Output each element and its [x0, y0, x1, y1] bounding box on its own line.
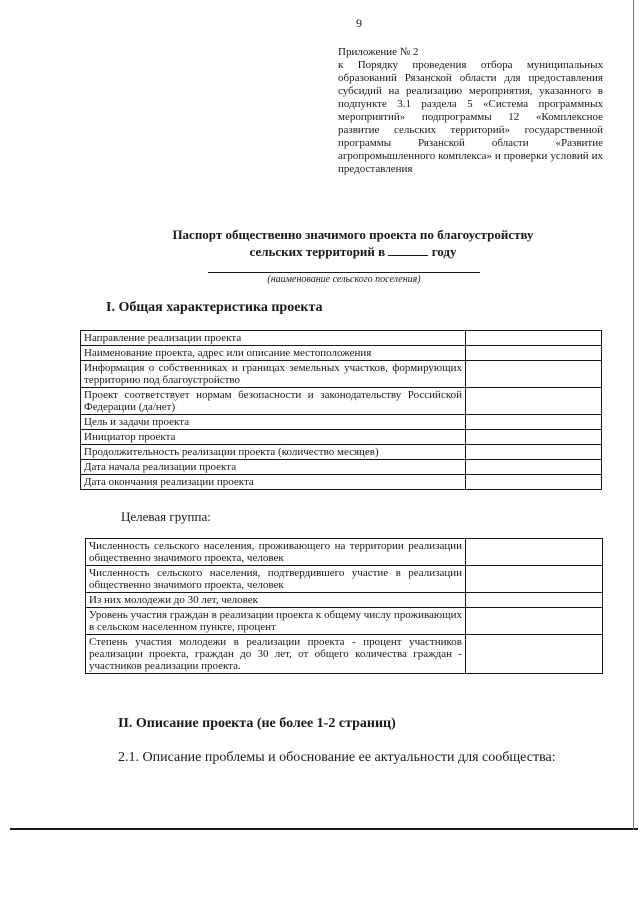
- table-row: [81, 346, 602, 361]
- row-label: Дата окончания реализации проекта: [81, 475, 466, 490]
- target-group-label: Целевая группа:: [121, 509, 211, 524]
- row-value-cell: [466, 608, 603, 635]
- row-value-cell: [466, 346, 602, 361]
- document-title: [88, 226, 618, 260]
- row-label: Продолжительность реализации проекта (количество месяцев): [81, 445, 466, 460]
- annex-text: к Порядку проведения отбора муниципальных образований Рязанской области для предоставления субсидий на реализацию мероприятия, указанного в подпункте 3.1 раздела 5 «Система программных мероприятий» подпрограммы 12 «Комплексное развитие сельских территорий» государственной программы Рязанской области «Развитие агропромышленного комплекса» и проверки условий их предоставления: [338, 59, 603, 175]
- scan-right-edge: [633, 0, 634, 830]
- table-row: [81, 388, 602, 415]
- section-1-heading: I. Общая характеристика проекта: [106, 300, 323, 315]
- title-line-2-start: сельских территорий в: [249, 244, 386, 259]
- general-characteristics-table: [80, 330, 602, 490]
- title-line-2-end: году: [431, 244, 457, 259]
- annex-title: Приложение № 2: [338, 46, 419, 58]
- row-label: Инициатор проекта: [81, 430, 466, 445]
- row-label: Численность сельского населения, подтвердившего участие в реализации общественно значимого проекта, человек: [86, 566, 466, 593]
- table-row: [86, 566, 603, 593]
- table-row: [81, 475, 602, 490]
- table-row: [81, 430, 602, 445]
- row-value-cell: [466, 635, 603, 674]
- row-label: Наименование проекта, адрес или описание местоположения: [81, 346, 466, 361]
- settlement-caption: (наименование сельского поселения): [267, 274, 421, 285]
- target-group-table: [85, 538, 603, 674]
- row-value-cell: [466, 430, 602, 445]
- table-row: [81, 361, 602, 388]
- row-value-cell: [466, 460, 602, 475]
- row-value-cell: [466, 475, 602, 490]
- table-row: [86, 635, 603, 674]
- year-blank: [388, 243, 428, 256]
- row-value-cell: [466, 445, 602, 460]
- settlement-name-line: [208, 272, 480, 273]
- table-row: [81, 460, 602, 475]
- table-row: [81, 331, 602, 346]
- row-label: Информация о собственниках и границах земельных участков, формирующих территорию под благоустройство: [81, 361, 466, 388]
- page-number: 9: [356, 16, 362, 30]
- table-row: [81, 415, 602, 430]
- row-label: Дата начала реализации проекта: [81, 460, 466, 475]
- row-label: Численность сельского населения, проживающего на территории реализации общественно значимого проекта, человек: [86, 539, 466, 566]
- row-value-cell: [466, 539, 603, 566]
- section-2-heading: II. Описание проекта (не более 1-2 страниц): [118, 716, 396, 731]
- row-value-cell: [466, 566, 603, 593]
- table-row: [81, 445, 602, 460]
- row-value-cell: [466, 361, 602, 388]
- row-label: Уровень участия граждан в реализации проекта к общему числу проживающих в сельском населенном пункте, процент: [86, 608, 466, 635]
- title-line-1: Паспорт общественно значимого проекта по благоустройству: [172, 227, 534, 242]
- row-label: Направление реализации проекта: [81, 331, 466, 346]
- table-row: [86, 608, 603, 635]
- row-label: Проект соответствует нормам безопасности и законодательству Российской Федерации (да/нет): [81, 388, 466, 415]
- row-label: Степень участия молодежи в реализации проекта - процент участников реализации проекта, граждан до 30 лет, от общего количества граждан - участников реализации проекта.: [86, 635, 466, 674]
- title-line-2: [88, 243, 618, 260]
- table-row: [86, 593, 603, 608]
- row-value-cell: [466, 388, 602, 415]
- table-row: [86, 539, 603, 566]
- row-value-cell: [466, 331, 602, 346]
- annex-block: [338, 46, 603, 176]
- subsection-2-1: 2.1. Описание проблемы и обоснование ее актуальности для сообщества:: [118, 750, 556, 765]
- row-value-cell: [466, 593, 603, 608]
- row-value-cell: [466, 415, 602, 430]
- row-label: Из них молодежи до 30 лет, человек: [86, 593, 466, 608]
- scan-bottom-edge: [10, 828, 638, 830]
- row-label: Цель и задачи проекта: [81, 415, 466, 430]
